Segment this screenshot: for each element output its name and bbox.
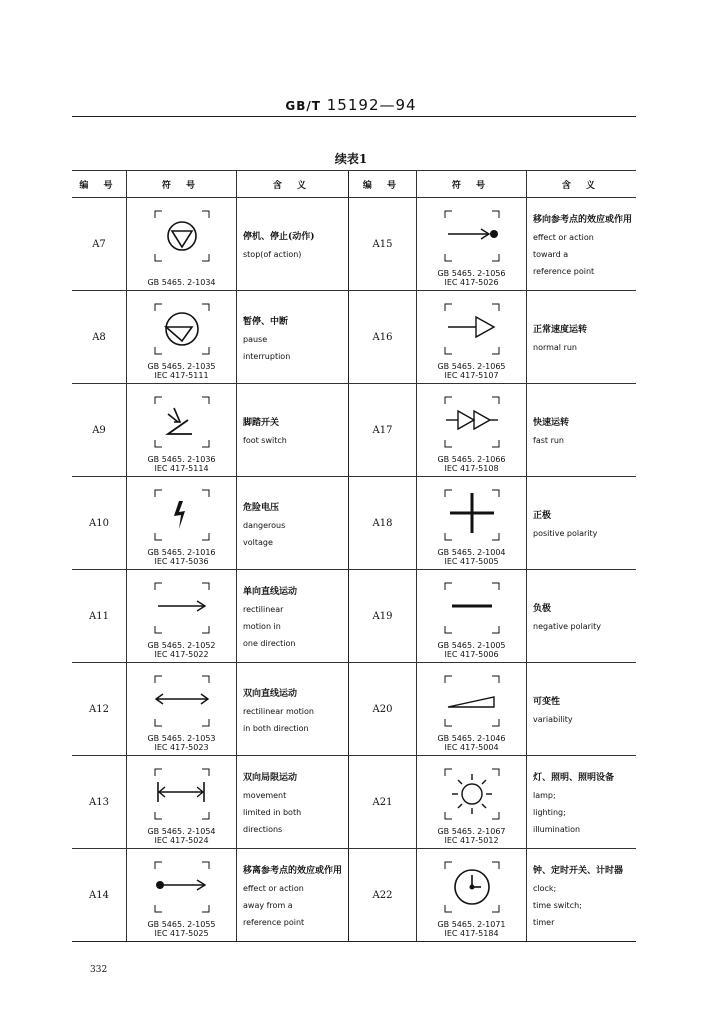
meaning-cell: [237, 756, 349, 848]
gb-code: GB 5465. 2-1004: [437, 548, 506, 557]
meaning-en-line: clock;: [533, 884, 557, 893]
gb-code: GB 5465. 2-1053: [147, 734, 216, 743]
meaning-en-line: variability: [533, 715, 573, 724]
symbol-cell: [417, 570, 527, 662]
col-header-number-right: 编 号: [349, 171, 417, 197]
symbol-number: A7: [72, 198, 127, 290]
meaning-en-line: reference point: [243, 918, 305, 927]
meaning-en-line: dangerous: [243, 520, 286, 530]
symbol-cell: [417, 477, 527, 569]
meaning-en-line: one direction: [243, 639, 296, 648]
meaning-en-line: rectilinear: [243, 605, 284, 614]
symbol-cell: [127, 291, 237, 383]
symbol-number: A14: [72, 849, 127, 941]
col-header-meaning-left: 含 义: [237, 171, 349, 197]
page-number: 332: [90, 965, 108, 975]
symbol-number: A10: [72, 477, 127, 569]
gb-code: GB 5465. 2-1067: [437, 827, 506, 836]
meaning-en-line: voltage: [243, 537, 273, 547]
meaning-en-line: in both direction: [243, 723, 309, 733]
col-header-number-left: 编 号: [72, 171, 127, 197]
symbol-number: A15: [349, 198, 417, 290]
symbol-cell: [417, 756, 527, 848]
standard-prefix: GB/T: [285, 99, 321, 113]
gb-code: GB 5465. 2-1016: [147, 548, 216, 557]
symbol-number: A18: [349, 477, 417, 569]
symbol-cell: [127, 570, 237, 662]
meaning-en-line: movement: [243, 791, 287, 800]
meaning-en-line: away from a: [243, 901, 293, 910]
meaning-en-line: motion in: [243, 622, 281, 631]
header-rule: [72, 116, 636, 117]
iec-code: IEC 417-5024: [154, 836, 209, 845]
symbol-number: A12: [72, 663, 127, 755]
gb-code: GB 5465. 2-1005: [437, 641, 506, 650]
normal-run-icon: [444, 303, 500, 355]
symbol-number: A8: [72, 291, 127, 383]
meaning-zh: 危险电压: [243, 502, 280, 513]
meaning-en-line: positive polarity: [533, 529, 598, 538]
meaning-en-line: rectilinear motion: [243, 706, 314, 716]
meaning-en-line: illumination: [533, 825, 581, 834]
meaning-zh: 正极: [533, 511, 552, 521]
fast-run-icon: [444, 396, 500, 448]
meaning-zh: 可变性: [533, 697, 561, 707]
meaning-en-line: foot switch: [243, 436, 287, 445]
iec-code: IEC 417-5184: [444, 929, 499, 938]
iec-code: IEC 417-5022: [154, 650, 209, 659]
meaning-zh: 钟、定时开关、计时器: [533, 866, 624, 876]
meaning-cell: [527, 756, 636, 848]
meaning-cell: [237, 477, 349, 569]
meaning-en-line: normal run: [533, 343, 578, 352]
symbol-cell: [127, 384, 237, 476]
meaning-en-line: limited in both: [243, 808, 302, 817]
iec-code: IEC 417-5005: [444, 557, 499, 566]
meaning-zh: 快速运转: [533, 418, 570, 428]
meaning-zh: 负极: [533, 604, 552, 614]
symbol-cell: [127, 849, 237, 941]
symbol-number: A20: [349, 663, 417, 755]
symbol-number: A22: [349, 849, 417, 941]
meaning-cell: [237, 384, 349, 476]
iec-code: IEC 417-5025: [154, 929, 209, 938]
symbol-number: A9: [72, 384, 127, 476]
meaning-zh: 正常速度运转: [533, 325, 588, 335]
iec-code: IEC 417-5006: [444, 650, 499, 659]
gb-code: GB 5465. 2-1046: [437, 734, 506, 743]
meaning-en-line: interruption: [243, 351, 291, 361]
effect-away-from-reference-point-icon: [154, 861, 210, 913]
gb-code: GB 5465. 2-1036: [147, 455, 216, 464]
meaning-zh: 双向局限运动: [243, 773, 298, 783]
meaning-zh: 停机、停止(动作): [243, 232, 315, 242]
meaning-en-line: stop(of action): [243, 250, 302, 259]
iec-code: IEC 417-5023: [154, 743, 209, 752]
meaning-cell: [527, 849, 636, 941]
iec-code: IEC 417-5114: [154, 464, 209, 473]
meaning-zh: 暂停、中断: [243, 316, 289, 327]
meaning-en-line: reference point: [533, 267, 595, 276]
table-header-row: [72, 170, 636, 198]
iec-code: IEC 417-5107: [444, 371, 499, 380]
meaning-zh: 双向直线运动: [243, 688, 298, 699]
meaning-cell: [527, 291, 636, 383]
meaning-en-line: directions: [243, 825, 283, 834]
meaning-cell: [527, 477, 636, 569]
gb-code: GB 5465. 2-1035: [147, 362, 216, 371]
iec-code: IEC 417-5036: [154, 557, 209, 566]
symbol-cell: [417, 291, 527, 383]
meaning-cell: [237, 849, 349, 941]
table-caption: 续表1: [334, 152, 368, 166]
symbol-cell: [417, 663, 527, 755]
iec-code: IEC 417-5012: [444, 836, 499, 845]
meaning-en-line: time switch;: [533, 901, 582, 910]
meaning-en-line: effect or action: [533, 233, 594, 242]
meaning-cell: [527, 570, 636, 662]
symbol-number: A21: [349, 756, 417, 848]
table-row: [72, 663, 636, 756]
meaning-zh: 单向直线运动: [243, 587, 298, 597]
iec-code: IEC 417-5111: [154, 371, 209, 380]
gb-code: GB 5465. 2-1034: [147, 278, 216, 287]
effect-toward-reference-point-icon: [444, 210, 500, 262]
table-row: [72, 291, 636, 384]
symbol-cell: [127, 756, 237, 848]
meaning-zh: 灯、照明、照明设备: [533, 773, 615, 783]
col-header-meaning-right: 含 义: [561, 180, 602, 191]
symbol-cell: [417, 198, 527, 290]
meaning-en-line: lamp;: [533, 791, 556, 800]
meaning-cell: [527, 663, 636, 755]
meaning-en-line: timer: [533, 918, 555, 927]
iec-code: IEC 417-5004: [444, 743, 499, 752]
symbol-number: A16: [349, 291, 417, 383]
limited-movement-both-directions-icon: [154, 768, 210, 820]
col-header-symbol-left: 符 号: [127, 171, 237, 197]
symbol-number: A11: [72, 570, 127, 662]
gb-code: GB 5465. 2-1052: [147, 641, 216, 650]
gb-code: GB 5465. 2-1071: [437, 920, 506, 929]
stop-icon: [154, 210, 210, 262]
meaning-en-line: effect or action: [243, 884, 304, 893]
iec-code: IEC 417-5108: [444, 464, 499, 473]
pause-icon: [154, 303, 210, 355]
gb-code: GB 5465. 2-1066: [437, 455, 506, 464]
symbol-cell: [127, 477, 237, 569]
table-row: [72, 756, 636, 849]
gb-code: GB 5465. 2-1054: [147, 827, 216, 836]
symbol-cell: [417, 849, 527, 941]
negative-polarity-icon: [444, 582, 500, 634]
meaning-cell: [237, 663, 349, 755]
gb-code: GB 5465. 2-1065: [437, 362, 506, 371]
col-header-symbol-right: 符 号: [417, 171, 527, 197]
standard-number: 15192—94: [326, 96, 417, 114]
meaning-en-line: fast run: [533, 436, 564, 445]
symbol-number: A13: [72, 756, 127, 848]
table-row: [72, 849, 636, 942]
lamp-lighting-icon: [444, 768, 500, 820]
meaning-cell: [237, 570, 349, 662]
symbol-cell: [417, 384, 527, 476]
table-row: [72, 570, 636, 663]
variability-icon: [444, 675, 500, 727]
gb-code: GB 5465. 2-1055: [147, 920, 216, 929]
table-row: [72, 198, 636, 291]
meaning-zh: 移向参考点的效应或作用: [533, 215, 633, 225]
meaning-en-line: toward a: [533, 250, 569, 259]
meaning-en-line: lighting;: [533, 808, 566, 817]
rectilinear-both-directions-icon: [154, 675, 210, 727]
table-row: [72, 477, 636, 570]
meaning-en-line: pause: [243, 334, 268, 344]
symbols-table: [72, 170, 636, 942]
symbol-number: A19: [349, 570, 417, 662]
symbol-number: A17: [349, 384, 417, 476]
symbol-cell: [127, 663, 237, 755]
foot-switch-icon: [154, 396, 210, 448]
meaning-en-line: negative polarity: [533, 622, 602, 631]
rectilinear-one-direction-icon: [154, 582, 210, 634]
meaning-cell: [527, 384, 636, 476]
meaning-zh: 脚踏开关: [243, 418, 280, 428]
dangerous-voltage-icon: [154, 489, 210, 541]
table-row: [72, 384, 636, 477]
meaning-cell: [527, 198, 636, 290]
clock-timer-icon: [444, 861, 500, 913]
iec-code: IEC 417-5026: [444, 278, 499, 287]
gb-code: GB 5465. 2-1056: [437, 269, 506, 278]
symbol-cell: [127, 198, 237, 290]
page-header: [0, 96, 702, 114]
meaning-cell: [237, 198, 349, 290]
meaning-cell: [237, 291, 349, 383]
meaning-zh: 移离参考点的效应或作用: [243, 866, 343, 876]
positive-polarity-icon: [444, 489, 500, 541]
